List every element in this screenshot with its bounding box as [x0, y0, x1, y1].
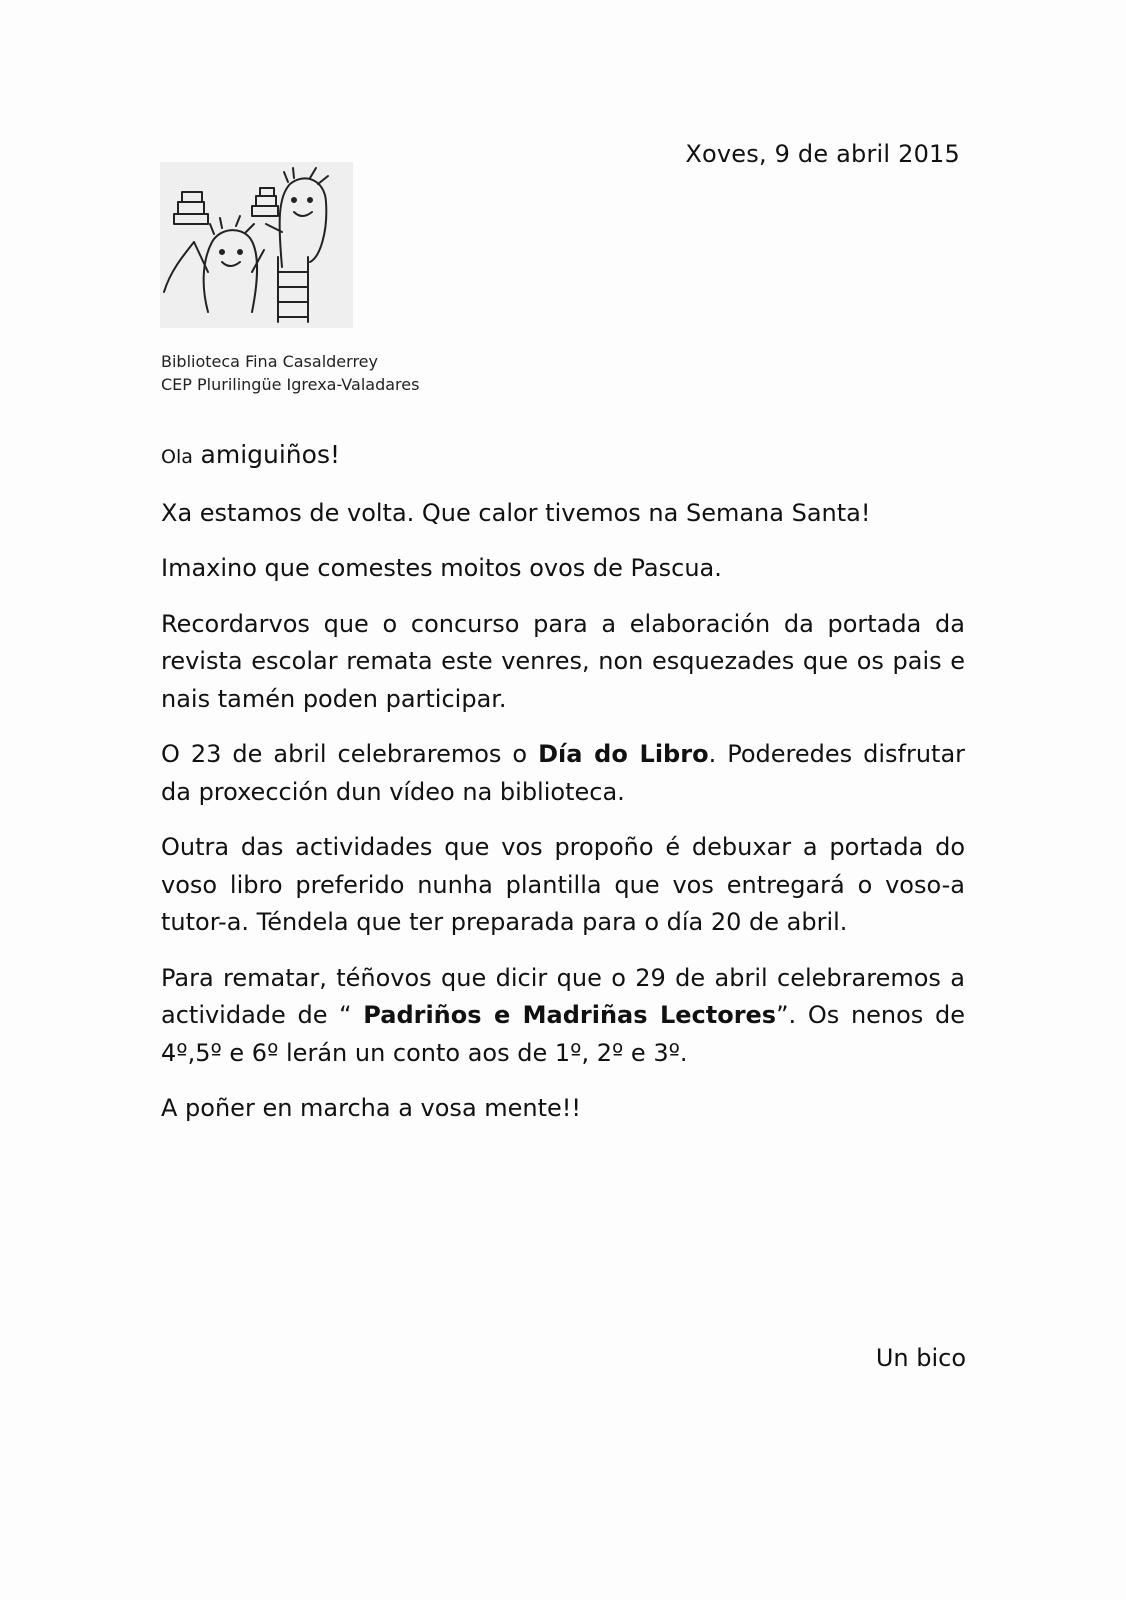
greeting	[161, 436, 965, 477]
padrinos-lectores-text: Padriños e Madriñas Lectores	[363, 1001, 777, 1029]
dia-do-libro-text: Día do Libro	[538, 740, 709, 768]
paragraph-4	[161, 736, 965, 811]
letter-date: Xoves, 9 de abril 2015	[685, 140, 960, 168]
paragraph-6	[161, 960, 965, 1073]
greeting-ola: Ola	[161, 446, 193, 468]
paragraph-6-start: Para rematar, téñovos que dicir que o 29 de abril celebraremos a actividade de “	[161, 963, 965, 1029]
sender-block	[161, 350, 419, 396]
paragraph-5: Outra das actividades que vos propoño é debuxar a portada do voso libro preferido nunha plantilla que vos entregará o voso-a tutor-a. Téndela que ter preparada para o día 20 de abril.	[161, 833, 965, 936]
paragraph-3: Recordarvos que o concurso para a elaboración da portada da revista escolar remata este venres, non esquezades que os pais e nais tamén poden participar.	[161, 609, 965, 713]
paragraph-1: Xa estamos de volta. Que calor tivemos na Semana Santa!	[161, 498, 871, 527]
signoff: Un bico	[875, 1344, 966, 1372]
letter-body	[161, 436, 965, 1146]
sender-library: Biblioteca Fina Casalderrey	[161, 352, 378, 371]
greeting-amiguinos: amiguiños!	[200, 440, 340, 469]
paragraph-4-end: . Poderedes disfrutar da proxección dun vídeo na biblioteca.	[161, 740, 966, 806]
paragraph-7: A poñer en marcha a vosa mente!!	[161, 1094, 582, 1122]
paragraph-4-start: O 23 de abril celebraremos o	[161, 740, 539, 768]
children-with-books-icon	[160, 162, 353, 328]
sender-school: CEP Plurilingüe Igrexa-Valadares	[161, 375, 420, 394]
paragraph-2: Imaxino que comestes moitos ovos de Pascua.	[161, 554, 722, 582]
paragraph-6-end: ”. Os nenos de 4º,5º e 6º lerán un conto aos de 1º, 2º e 3º.	[161, 1001, 966, 1067]
